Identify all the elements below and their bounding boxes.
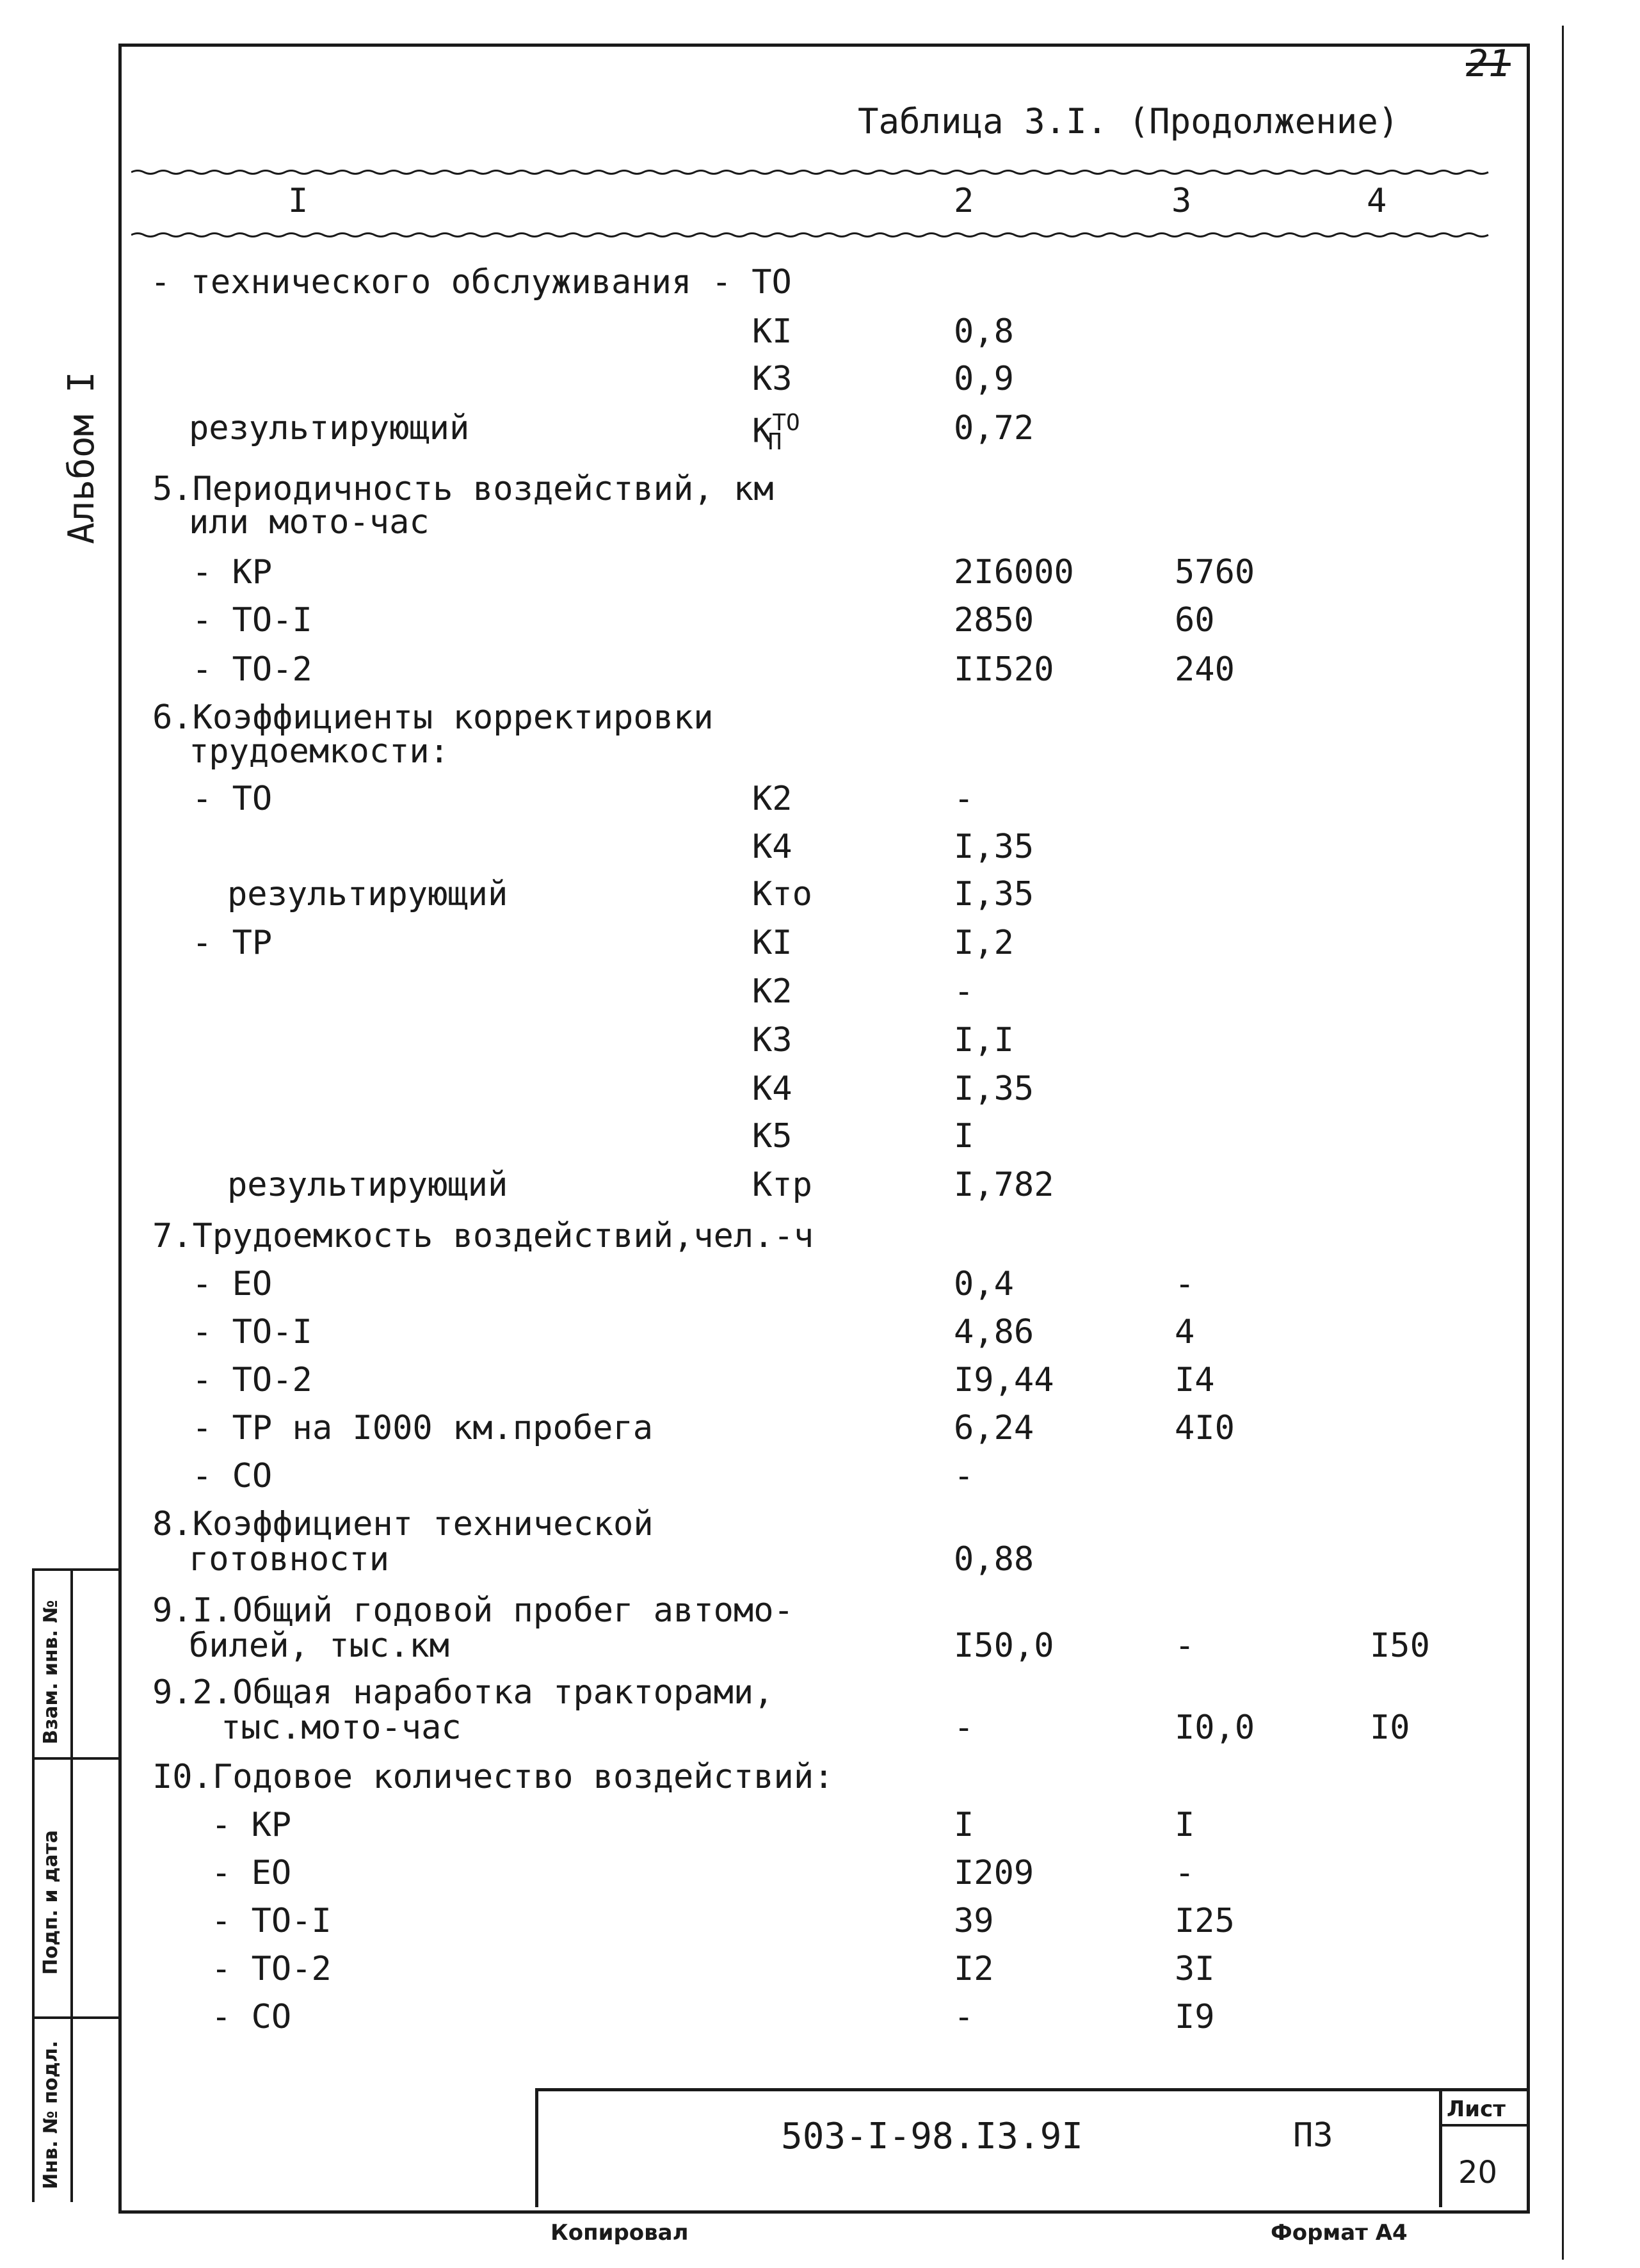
row-value-c2: I,35 <box>954 1070 1034 1108</box>
row-value-c2: 0,72 <box>954 409 1034 447</box>
row-code-base: К2 <box>752 780 792 818</box>
row-label: тыс.мото-час <box>221 1709 462 1747</box>
row-value-c2: I2 <box>954 1950 994 1988</box>
table-title: Таблица 3.I. (Продолжение) <box>858 101 1399 141</box>
row-value-c2: I <box>954 1806 974 1844</box>
stamp-outer-left <box>32 1568 35 2202</box>
row-value-c2: 2850 <box>954 601 1034 639</box>
title-block-sheet-left <box>1439 2088 1442 2207</box>
row-label: - ТР на I000 км.пробега <box>192 1409 654 1447</box>
row-code <box>752 875 812 913</box>
title-block-top <box>536 2088 1527 2091</box>
stamp-label-sign-date: Подп. и дата <box>40 1830 62 1975</box>
row-value-c2: I <box>954 1117 974 1155</box>
row-label: 6.Коэффициенты корректировки <box>152 698 714 737</box>
row-label: - ЕО <box>211 1854 292 1892</box>
row-code-base: К3 <box>752 1021 792 1059</box>
row-value-c2: - <box>954 972 974 1011</box>
row-value-c2: 4,86 <box>954 1313 1034 1351</box>
row-label: билей, тыс.км <box>189 1627 449 1665</box>
row-label: - ТО-2 <box>211 1950 332 1988</box>
header-bottom-wavy-line <box>131 230 1495 239</box>
row-label: 5.Периодичность воздействий, км <box>152 470 774 508</box>
row-value-c3: I9 <box>1175 1998 1215 2036</box>
row-value-c3: 60 <box>1175 601 1215 639</box>
row-code-base: К5 <box>752 1117 792 1155</box>
row-value-c2: I,I <box>954 1021 1014 1059</box>
row-value-c4: I0 <box>1370 1709 1410 1747</box>
row-label: 9.I.Общий годовой пробег автомо- <box>152 1591 794 1630</box>
stamp-sep-2 <box>32 2016 122 2019</box>
row-code <box>752 1021 792 1059</box>
row-value-c3: I <box>1175 1806 1195 1844</box>
row-value-c2: I,2 <box>954 924 1014 962</box>
row-code <box>752 1117 792 1155</box>
row-label: - ТО <box>192 780 273 818</box>
sheet-label: Лист <box>1447 2096 1506 2122</box>
row-value-c2: - <box>954 780 974 818</box>
stamp-label-inv-orig: Инв. № подл. <box>40 2040 62 2189</box>
row-label: результирующий <box>189 409 470 447</box>
row-label: результирующий <box>227 1166 508 1204</box>
row-value-c2: I,35 <box>954 828 1034 866</box>
title-block-left <box>535 2088 538 2207</box>
sheet-number: 20 <box>1458 2155 1498 2191</box>
row-code <box>752 830 792 864</box>
right-margin-line <box>1562 26 1564 2260</box>
row-value-c2: 0,8 <box>954 312 1014 351</box>
stamp-label-replace-inv: Взам. инв. № <box>40 1600 62 1744</box>
row-value-c3: I0,0 <box>1175 1709 1255 1747</box>
row-value-c2: - <box>954 1709 974 1747</box>
row-value-c3: 3I <box>1175 1950 1215 1988</box>
row-value-c3: 4 <box>1175 1313 1195 1351</box>
row-label: - ТО-I <box>192 1313 312 1351</box>
header-col-1: I <box>288 182 309 220</box>
row-value-c2: I209 <box>954 1854 1034 1892</box>
row-code-base: К2 <box>752 972 792 1011</box>
row-label: - ТО-2 <box>192 1361 312 1399</box>
row-code-sub: П <box>768 428 782 455</box>
row-code-base: К3 <box>752 360 792 398</box>
row-code <box>752 1072 792 1106</box>
row-value-c3: 5760 <box>1175 553 1255 591</box>
header-col-4: 4 <box>1367 182 1387 220</box>
row-code-base: Кто <box>752 875 812 913</box>
row-value-c2: - <box>954 1457 974 1495</box>
row-value-c2: 39 <box>954 1902 994 1940</box>
row-code-base: КI <box>752 312 792 351</box>
row-code <box>752 1168 812 1202</box>
row-label: - СО <box>192 1457 273 1495</box>
row-label: готовности <box>189 1540 390 1579</box>
header-col-3: 3 <box>1171 182 1192 220</box>
row-label: 8.Коэффициент технической <box>152 1505 654 1543</box>
row-label: - ТО-I <box>211 1902 332 1940</box>
stamp-inner-divider <box>70 1568 73 2202</box>
row-label: - СО <box>211 1998 292 2036</box>
row-value-c2: I,35 <box>954 875 1034 913</box>
row-value-c4: I50 <box>1370 1627 1430 1665</box>
doc-type: ПЗ <box>1293 2116 1333 2155</box>
album-label: Альбом I <box>61 371 102 544</box>
row-value-c3: 240 <box>1175 650 1235 689</box>
row-value-c3: - <box>1175 1265 1195 1303</box>
row-code-base: Ктр <box>752 1166 812 1204</box>
doc-code: 503-I-98.I3.9I <box>781 2116 1084 2157</box>
row-code-base: К4 <box>752 1070 792 1108</box>
row-code-base: К4 <box>752 828 792 866</box>
row-value-c2: II520 <box>954 650 1054 689</box>
row-label: - КР <box>192 553 273 591</box>
row-code-base: К <box>752 412 773 451</box>
row-value-c2: 0,9 <box>954 360 1014 398</box>
row-label: I0.Годовое количество воздействий: <box>152 1758 834 1796</box>
header-top-wavy-line <box>131 168 1495 177</box>
row-value-c3: I25 <box>1175 1902 1235 1940</box>
row-label: - технического обслуживания - ТО <box>150 263 792 302</box>
row-value-c2: 2I6000 <box>954 553 1074 591</box>
row-value-c3: - <box>1175 1627 1195 1665</box>
row-value-c3: 4I0 <box>1175 1409 1235 1447</box>
row-code-base: КI <box>752 924 792 962</box>
row-code <box>752 362 792 396</box>
page-frame <box>118 44 1530 2214</box>
row-value-c2: 0,4 <box>954 1265 1014 1303</box>
stamp-sep-1 <box>32 1757 122 1760</box>
stamp-top <box>32 1568 122 1571</box>
row-value-c2: I50,0 <box>954 1627 1054 1665</box>
row-value-c3: - <box>1175 1854 1195 1892</box>
row-label: - ТО-I <box>192 601 312 639</box>
row-value-c2: I,782 <box>954 1166 1054 1204</box>
row-code <box>752 410 800 455</box>
row-label: результирующий <box>227 875 508 913</box>
row-label: 7.Трудоемкость воздействий,чел.-ч <box>152 1217 814 1255</box>
row-label: - ТР <box>192 924 273 962</box>
row-label: - КР <box>211 1806 292 1844</box>
row-code <box>752 972 792 1011</box>
row-value-c2: 6,24 <box>954 1409 1034 1447</box>
row-code-sup: ТО <box>772 410 800 436</box>
row-label: - ТО-2 <box>192 650 312 689</box>
row-label: трудоемкости: <box>189 732 449 771</box>
row-code <box>752 312 792 351</box>
row-value-c2: I9,44 <box>954 1361 1054 1399</box>
footer-format: Формат А4 <box>1271 2220 1408 2246</box>
title-block-sheet-sep <box>1440 2124 1527 2127</box>
row-value-c2: 0,88 <box>954 1540 1034 1579</box>
row-value-c2: - <box>954 1998 974 2036</box>
row-code <box>752 926 792 960</box>
row-value-c3: I4 <box>1175 1361 1215 1399</box>
row-label: 9.2.Общая наработка тракторами, <box>152 1673 774 1712</box>
row-label: или мото-час <box>189 503 430 542</box>
corner-page-number: 21 <box>1466 42 1511 85</box>
row-code <box>752 782 792 816</box>
header-col-2: 2 <box>954 182 974 220</box>
footer-copied: Копировал <box>551 2220 689 2246</box>
row-label: - ЕО <box>192 1265 273 1303</box>
